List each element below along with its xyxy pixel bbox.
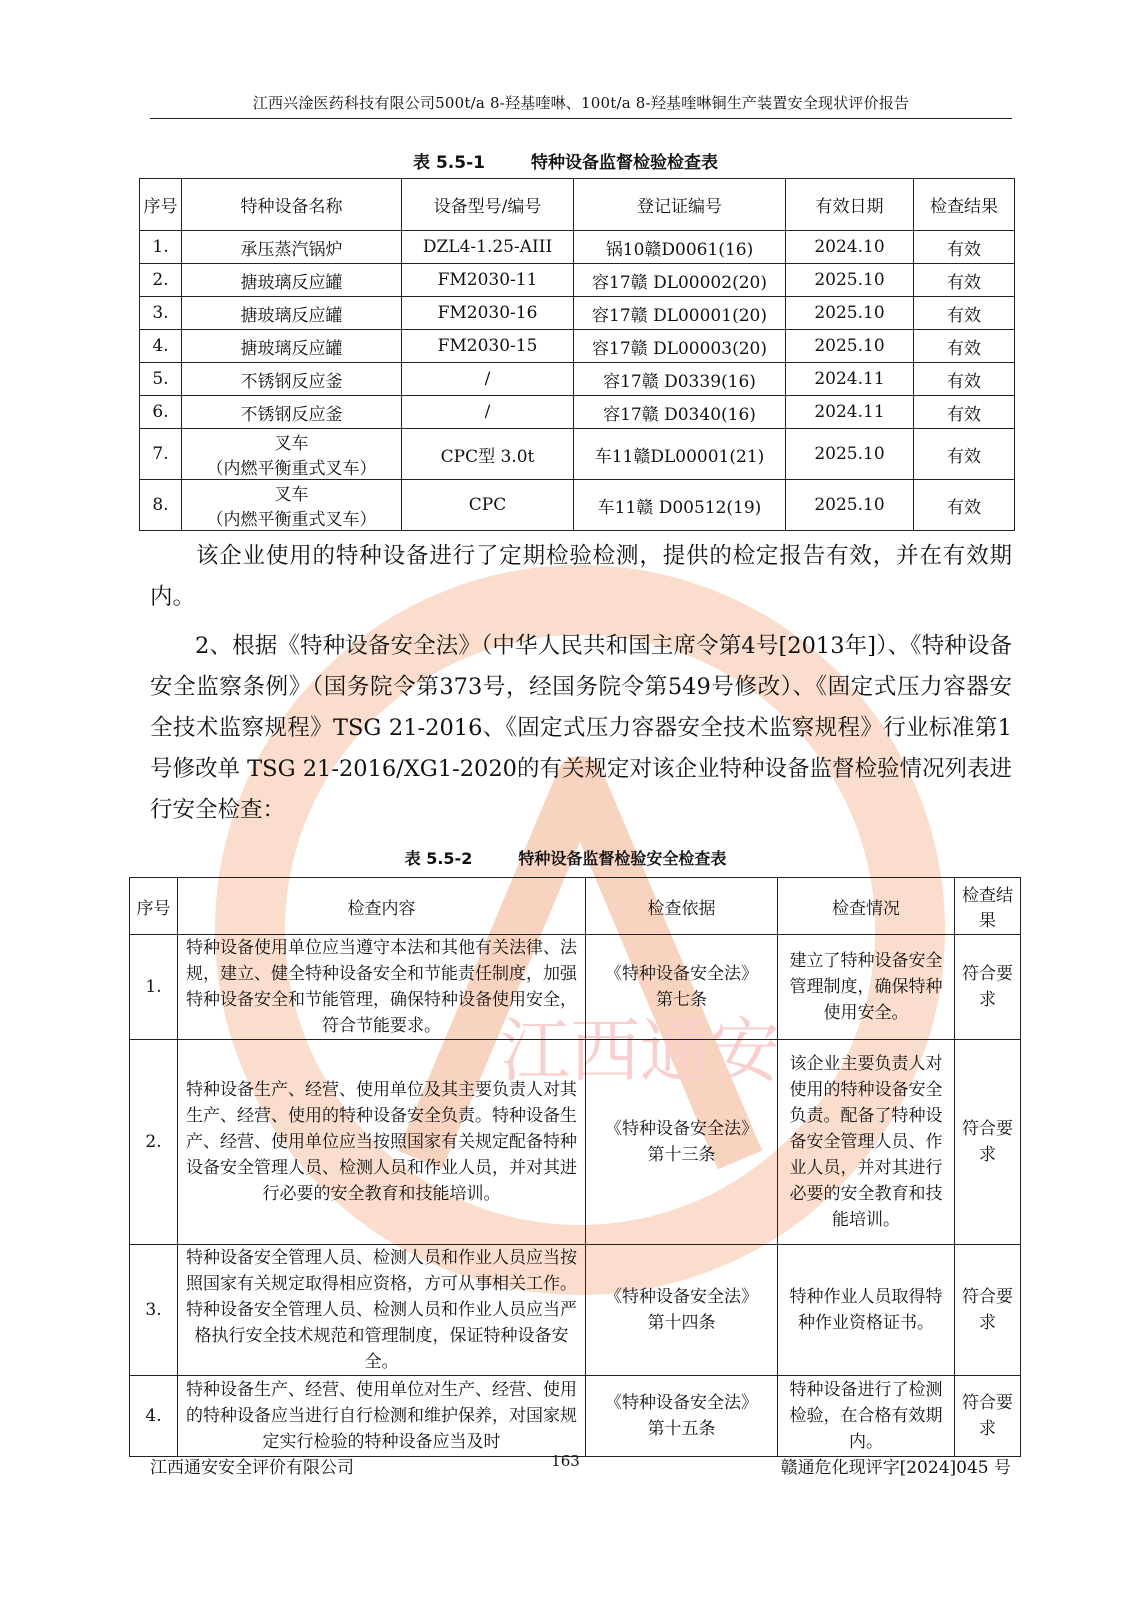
cell-basis (586, 1040, 778, 1245)
cell-result: 有效 (914, 264, 1015, 297)
cell-no: 3. (140, 297, 182, 330)
col-header-model: 设备型号/编号 (402, 179, 574, 231)
cell-date: 2024.11 (786, 363, 914, 396)
col-header-result: 检查结果 (914, 179, 1015, 231)
table2-caption-title: 特种设备监督检验安全检查表 (518, 849, 727, 868)
cell-date: 2025.10 (786, 297, 914, 330)
cell-name: 搪玻璃反应罐 (182, 330, 402, 363)
cell-name: 搪玻璃反应罐 (182, 264, 402, 297)
cell-content: 特种设备生产、经营、使用单位对生产、经营、使用的特种设备应当进行自行检测和维护保养，对国家规定实行检验的特种设备应当及时 (178, 1376, 586, 1457)
special-equipment-safety-checklist (129, 877, 1021, 1457)
col-header-cert: 登记证编号 (574, 179, 786, 231)
cell-date: 2025.10 (786, 330, 914, 363)
table2-caption (0, 846, 1131, 869)
page-header: 江西兴淦医药科技有限公司500t/a 8-羟基喹啉、100t/a 8-羟基喹啉铜生产装置安全现状评价报告 (252, 94, 910, 112)
cell-date: 2024.10 (786, 231, 914, 264)
cell-result: 有效 (914, 330, 1015, 363)
table1-caption (0, 148, 1131, 173)
cell-basis (586, 935, 778, 1040)
table1-caption-title: 特种设备监督检验检查表 (530, 153, 718, 173)
cell-no: 3. (130, 1245, 178, 1376)
table1-caption-number: 表 5.5-1 (413, 153, 485, 173)
cell-no: 6. (140, 396, 182, 429)
cell-status: 建立了特种设备安全管理制度，确保特种使用安全。 (778, 935, 955, 1040)
table-row (130, 935, 1021, 1040)
cell-result: 符合要求 (955, 1376, 1021, 1457)
cell-no: 5. (140, 363, 182, 396)
cell-result: 有效 (914, 363, 1015, 396)
footer-company: 江西通安安全评价有限公司 (150, 1458, 354, 1478)
cell-status: 该企业主要负责人对使用的特种设备安全负责。配备了特种设备安全管理人员、作业人员，并对其进行必要的安全教育和技能培训。 (778, 1040, 955, 1245)
table-row (130, 1376, 1021, 1457)
cell-date: 2025.10 (786, 480, 914, 531)
table-row (140, 264, 1015, 297)
cell-cert: 容17赣 D0340(16) (574, 396, 786, 429)
cell-result: 有效 (914, 480, 1015, 531)
cell-name: 不锈钢反应釜 (182, 363, 402, 396)
cell-model: / (402, 396, 574, 429)
cell-model: CPC (402, 480, 574, 531)
col-header-no: 序号 (140, 179, 182, 231)
table-row (140, 330, 1015, 363)
table-header-row (140, 179, 1015, 231)
cell-name-line2: （内燃平衡重式叉车） (206, 459, 377, 479)
cell-basis-law: 《特种设备安全法》 (605, 1287, 758, 1307)
table-row (130, 1040, 1021, 1245)
cell-model: / (402, 363, 574, 396)
cell-result: 有效 (914, 396, 1015, 429)
cell-basis (586, 1245, 778, 1376)
watermark-text: 江西通安 (500, 1010, 780, 1092)
cell-date: 2025.10 (786, 429, 914, 480)
paragraph-inspection-summary-text: 该企业使用的特种设备进行了定期检验检测，提供的检定报告有效，并在有效期内。 (150, 543, 1012, 610)
cell-basis-law: 《特种设备安全法》 (605, 964, 758, 984)
cell-name-line1: 叉车 (274, 434, 309, 454)
cell-basis-law: 《特种设备安全法》 (605, 1393, 758, 1413)
cell-basis-article: 第十五条 (647, 1419, 716, 1439)
table-row (140, 297, 1015, 330)
cell-result: 符合要求 (955, 1040, 1021, 1245)
table-row (140, 480, 1015, 531)
cell-no: 4. (140, 330, 182, 363)
cell-model: CPC型 3.0t (402, 429, 574, 480)
cell-name-line2: （内燃平衡重式叉车） (206, 510, 377, 530)
paragraph-regulations (150, 626, 1012, 831)
table-row (140, 429, 1015, 480)
cell-content: 特种设备安全管理人员、检测人员和作业人员应当按照国家有关规定取得相应资格，方可从事相关工作。特种设备安全管理人员、检测人员和作业人员应当严格执行安全技术规范和管理制度，保证特种设备安全。 (178, 1245, 586, 1376)
cell-basis-article: 第十三条 (647, 1145, 716, 1165)
cell-name (182, 480, 402, 531)
cell-name: 承压蒸汽锅炉 (182, 231, 402, 264)
cell-model: DZL4-1.25-AIII (402, 231, 574, 264)
cell-name (182, 429, 402, 480)
col-header-content: 检查内容 (178, 878, 586, 935)
col-header-result: 检查结果 (955, 878, 1021, 935)
header-divider (150, 118, 1012, 119)
cell-model: FM2030-16 (402, 297, 574, 330)
cell-no: 2. (140, 264, 182, 297)
cell-cert: 车11赣DL00001(21) (574, 429, 786, 480)
cell-cert: 车11赣 D00512(19) (574, 480, 786, 531)
col-header-status: 检查情况 (778, 878, 955, 935)
cell-name-line1: 叉车 (274, 485, 309, 505)
cell-cert: 容17赣 DL00003(20) (574, 330, 786, 363)
cell-basis (586, 1376, 778, 1457)
cell-content: 特种设备使用单位应当遵守本法和其他有关法律、法规，建立、健全特种设备安全和节能责任制度，加强特种设备安全和节能管理，确保特种设备使用安全，符合节能要求。 (178, 935, 586, 1040)
special-equipment-inspection-table (139, 178, 1015, 531)
col-header-basis: 检查依据 (586, 878, 778, 935)
table-row (140, 363, 1015, 396)
col-header-no: 序号 (130, 878, 178, 935)
cell-no: 7. (140, 429, 182, 480)
paragraph-regulations-text: 2、根据《特种设备安全法》（中华人民共和国主席令第4号[2013年]）、《特种设备安全监察条例》（国务院令第373号，经国务院令第549号修改）、《固定式压力容器安全技术监察规程》TSG 21-2016、《固定式压力容器安全技术监察规程》行业标准第1号修改单 TSG 21-2016/XG1-2020的有关规定对该企业特种设备监督检验情况列表进行安全检查： (150, 633, 1012, 823)
cell-no: 1. (130, 935, 178, 1040)
cell-basis-article: 第七条 (656, 990, 707, 1010)
paragraph-inspection-summary (150, 536, 1012, 618)
footer-document-number: 赣通危化现评字[2024]045 号 (780, 1458, 1011, 1478)
cell-result: 符合要求 (955, 1245, 1021, 1376)
col-header-date: 有效日期 (786, 179, 914, 231)
cell-cert: 容17赣 DL00002(20) (574, 264, 786, 297)
cell-date: 2024.11 (786, 396, 914, 429)
cell-status: 特种设备进行了检测检验，在合格有效期内。 (778, 1376, 955, 1457)
cell-result: 符合要求 (955, 935, 1021, 1040)
col-header-name: 特种设备名称 (182, 179, 402, 231)
cell-basis-law: 《特种设备安全法》 (605, 1119, 758, 1139)
table-row (130, 1245, 1021, 1376)
cell-cert: 容17赣 DL00001(20) (574, 297, 786, 330)
cell-name: 搪玻璃反应罐 (182, 297, 402, 330)
table2-caption-number: 表 5.5-2 (404, 849, 473, 868)
cell-model: FM2030-11 (402, 264, 574, 297)
cell-no: 2. (130, 1040, 178, 1245)
cell-content: 特种设备生产、经营、使用单位及其主要负责人对其生产、经营、使用的特种设备安全负责。特种设备生产、经营、使用单位应当按照国家有关规定配备特种设备安全管理人员、检测人员和作业人员，并对其进行必要的安全教育和技能培训。 (178, 1040, 586, 1245)
cell-no: 1. (140, 231, 182, 264)
cell-status: 特种作业人员取得特种作业资格证书。 (778, 1245, 955, 1376)
cell-no: 8. (140, 480, 182, 531)
cell-result: 有效 (914, 231, 1015, 264)
cell-cert: 容17赣 D0339(16) (574, 363, 786, 396)
cell-date: 2025.10 (786, 264, 914, 297)
cell-model: FM2030-15 (402, 330, 574, 363)
table-row (140, 231, 1015, 264)
page-number: 163 (551, 1452, 580, 1470)
cell-name: 不锈钢反应釜 (182, 396, 402, 429)
cell-result: 有效 (914, 297, 1015, 330)
cell-no: 4. (130, 1376, 178, 1457)
cell-result: 有效 (914, 429, 1015, 480)
cell-basis-article: 第十四条 (647, 1313, 716, 1333)
cell-cert: 锅10赣D0061(16) (574, 231, 786, 264)
table-row (140, 396, 1015, 429)
table-header-row (130, 878, 1021, 935)
